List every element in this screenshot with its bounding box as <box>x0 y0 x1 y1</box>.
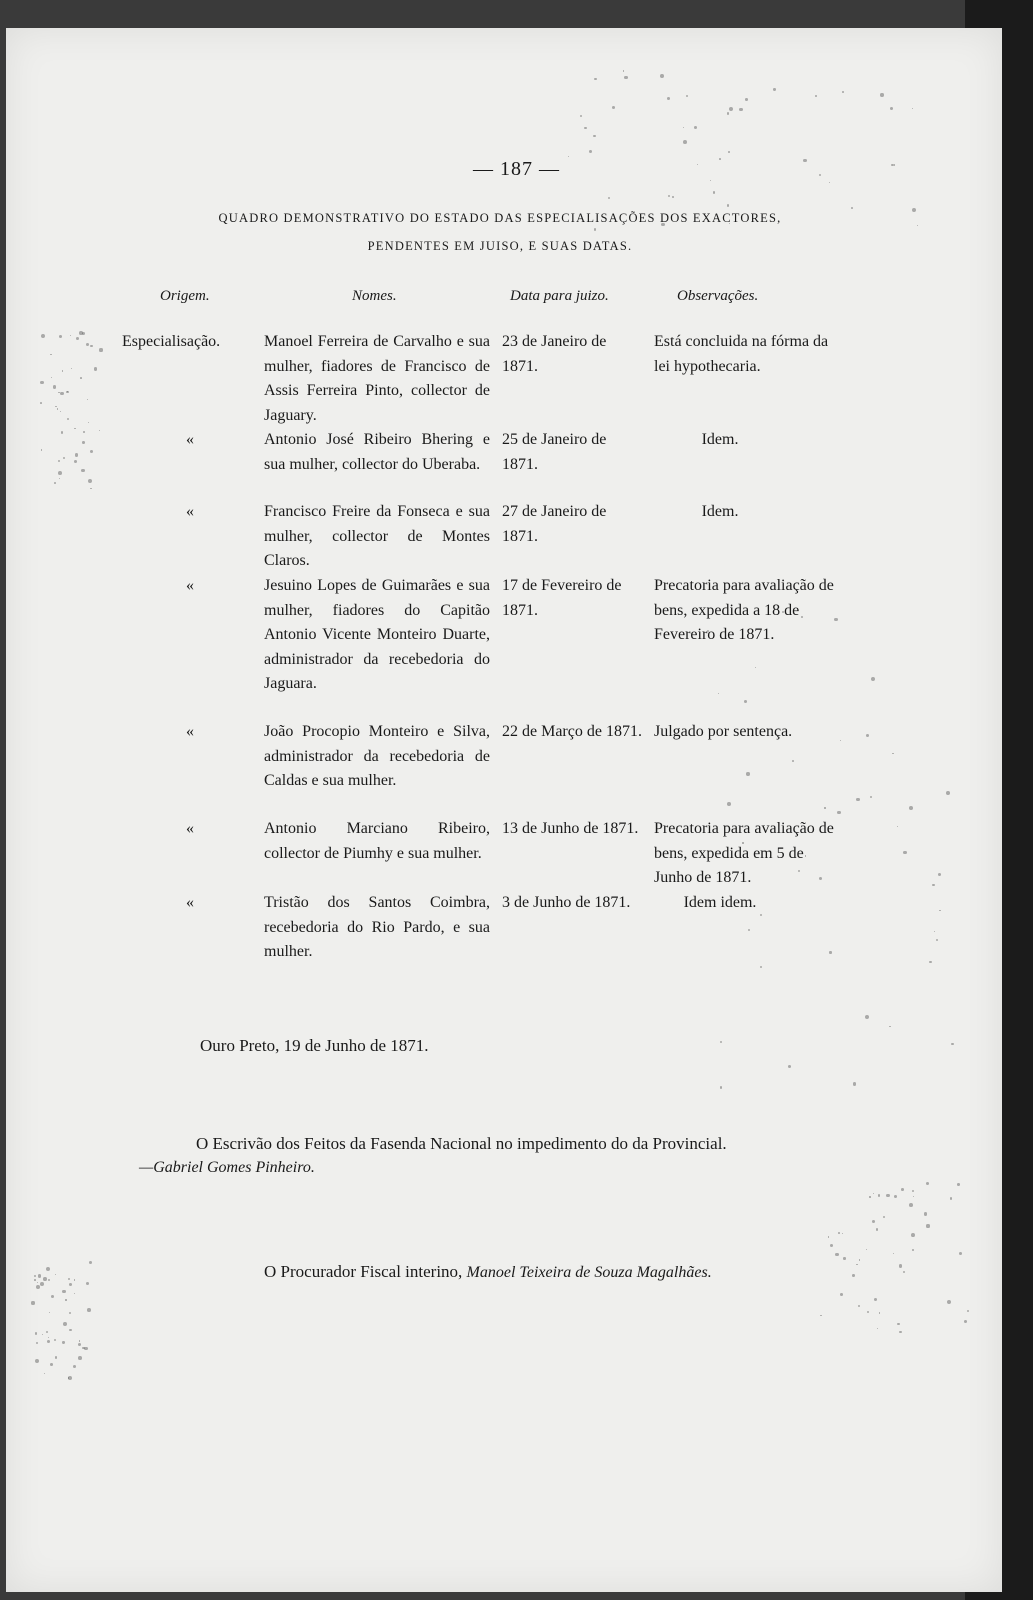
cell-observacoes: Idem. <box>701 503 739 520</box>
cell-data: 25 de Janeiro de 1871. <box>502 431 607 473</box>
scan-speck <box>852 1274 855 1277</box>
scan-speck <box>815 95 817 97</box>
cell-nomes: Jesuino Lopes de Guimarães e sua mulher, fiadores do Capitão Antonio Vicente Monteiro Duarte, administrador da recebedoria do Jaguara. <box>264 577 490 692</box>
scan-speck <box>623 70 624 71</box>
scan-speck <box>909 1203 913 1207</box>
scan-speck <box>869 1196 870 1197</box>
scan-speck <box>31 1301 34 1304</box>
scan-speck <box>894 1195 897 1198</box>
cell-observacoes: Precatoria para avaliação de bens, expedida em 5 de Junho de 1871. <box>654 820 834 886</box>
column-header-nomes: Nomes. <box>352 288 397 304</box>
procurador-title: O Procurador Fiscal interino, <box>264 1262 463 1281</box>
cell-data: 3 de Junho de 1871. <box>502 894 631 911</box>
scan-speck <box>853 1082 856 1085</box>
scan-speck <box>913 1196 914 1197</box>
scan-speck <box>880 93 883 96</box>
cell-nomes: Francisco Freire da Fonseca e sua mulher, collector de Montes Claros. <box>264 503 490 569</box>
scan-speck <box>720 1041 722 1043</box>
scan-speck <box>84 1347 87 1350</box>
scan-speck <box>865 1015 869 1019</box>
scan-speck <box>43 1277 47 1281</box>
scan-speck <box>879 1312 880 1313</box>
place-and-date: Ouro Preto, 19 de Junho de 1871. <box>200 1036 429 1055</box>
scan-speck <box>35 1332 38 1335</box>
table-row <box>0 574 1033 720</box>
table-row <box>0 428 1033 500</box>
cell-data: 27 de Janeiro de 1871. <box>502 503 607 545</box>
scan-speck <box>73 1365 76 1368</box>
scan-speck <box>899 1264 902 1267</box>
page-number: — 187 — <box>473 158 560 180</box>
scan-speck <box>842 91 844 93</box>
cell-nomes: João Procopio Monteiro e Silva, administrador da recebedoria de Caldas e sua mulher. <box>264 723 490 789</box>
scan-speck <box>889 1026 890 1027</box>
scan-speck <box>950 1197 952 1199</box>
cell-data: 23 de Janeiro de 1871. <box>502 333 607 375</box>
scan-speck <box>78 1356 82 1360</box>
scan-speck <box>87 1308 91 1312</box>
scan-speck <box>957 1183 960 1186</box>
scan-speck <box>926 1224 929 1227</box>
cell-data: 13 de Junho de 1871. <box>502 820 639 837</box>
escrivao-statement: O Escrivão dos Feitos da Fasenda Nacional no impedimento do da Provincial. <box>196 1134 727 1153</box>
scan-speck <box>46 1267 50 1271</box>
scan-speck <box>964 1320 967 1323</box>
cell-nomes: Antonio José Ribeiro Bhering e sua mulher, collector do Uberaba. <box>264 431 490 473</box>
scan-speck <box>840 1293 843 1296</box>
scan-speck <box>727 112 729 114</box>
procurador-signature: Manoel Teixeira de Souza Magalhães. <box>466 1264 712 1281</box>
cell-nomes: Tristão dos Santos Coimbra, recebedoria do Rio Pardo, e sua mulher. <box>264 894 490 960</box>
cell-nomes: Manoel Ferreira de Carvalho e sua mulher, fiadores de Francisco de Assis Ferreira Pinto, collector de Jaguary. <box>264 333 490 424</box>
cell-data: 22 de Março de 1871. <box>502 723 642 740</box>
scan-speck <box>594 78 596 80</box>
scan-speck <box>897 1323 899 1325</box>
scan-speck <box>47 1340 50 1343</box>
scan-speck <box>912 208 916 212</box>
cell-observacoes: Está concluida na fórma da lei hypothecaria. <box>654 333 829 375</box>
cell-observacoes: Idem idem. <box>683 894 757 911</box>
scan-speck <box>728 151 730 153</box>
column-header-observacoes: Observações. <box>677 288 759 304</box>
cell-origem-ditto: « <box>186 431 194 448</box>
cell-origem: Especialisação. <box>122 333 221 350</box>
scan-speck <box>667 97 670 100</box>
table-row <box>0 330 1033 428</box>
column-header-origem: Origem. <box>160 288 210 304</box>
cell-origem-ditto: « <box>186 723 194 740</box>
scan-speck <box>589 150 592 153</box>
scan-speck <box>82 1347 84 1349</box>
scan-speck <box>62 1341 64 1343</box>
scan-speck <box>34 1279 36 1281</box>
cell-origem-ditto: « <box>186 820 194 837</box>
scan-speck <box>843 1257 845 1259</box>
scan-speck <box>745 98 748 101</box>
scan-speck <box>727 204 729 206</box>
cell-data: 17 de Fevereiro de 1871. <box>502 577 622 619</box>
scan-speck <box>55 1356 58 1359</box>
scan-speck <box>65 1299 66 1300</box>
table-title-line-2: PENDENTES EM JUISO, E SUAS DATAS. <box>367 239 633 253</box>
scan-speck <box>720 1086 722 1088</box>
scan-speck <box>62 1290 66 1294</box>
table-body <box>0 330 1033 965</box>
scan-speck <box>49 1312 50 1313</box>
scan-speck <box>739 108 743 112</box>
scan-speck <box>886 1194 890 1198</box>
cell-observacoes: Precatoria para avaliação de bens, expedida a 18 de Fevereiro de 1871. <box>654 577 834 643</box>
scan-speck <box>924 1212 927 1215</box>
scan-speck <box>63 1322 67 1326</box>
scan-speck <box>660 74 664 78</box>
scan-speck <box>86 1282 89 1285</box>
scan-speck <box>838 1232 840 1234</box>
table-row <box>0 817 1033 891</box>
scan-speck <box>89 1261 92 1264</box>
scan-speck <box>867 1311 869 1313</box>
scan-speck <box>859 1259 860 1260</box>
table-title-line-1: QUADRO DEMONSTRATIVO DO ESTADO DAS ESPECIALISAÇÕES DOS EXACTORES, <box>218 211 782 225</box>
scan-speck <box>820 1315 822 1317</box>
column-header-data: Data para juizo. <box>510 288 609 304</box>
scan-speck <box>36 1285 40 1289</box>
scan-speck <box>612 106 615 109</box>
scan-speck <box>773 88 775 90</box>
scan-speck <box>877 1328 878 1329</box>
table-row <box>0 891 1033 965</box>
table-row <box>0 720 1033 817</box>
scan-speck <box>40 1282 44 1286</box>
procurador-line <box>264 1262 712 1282</box>
scan-speck <box>68 1376 72 1380</box>
scan-speck <box>69 1329 71 1331</box>
cell-origem-ditto: « <box>186 894 194 911</box>
cell-nomes: Antonio Marciano Ribeiro, collector de Piumhy e sua mulher. <box>264 820 490 862</box>
scan-speck <box>835 1253 838 1256</box>
cell-origem-ditto: « <box>186 577 194 594</box>
cell-observacoes: Idem. <box>701 431 739 448</box>
escrivao-signature: —Gabriel Gomes Pinheiro. <box>139 1159 315 1176</box>
table-row <box>0 500 1033 574</box>
cell-origem-ditto: « <box>186 503 194 520</box>
scan-speck <box>35 1359 39 1363</box>
scan-speck <box>912 1249 914 1251</box>
scan-speck <box>593 135 596 138</box>
cell-observacoes: Julgado por sentença. <box>654 723 793 740</box>
